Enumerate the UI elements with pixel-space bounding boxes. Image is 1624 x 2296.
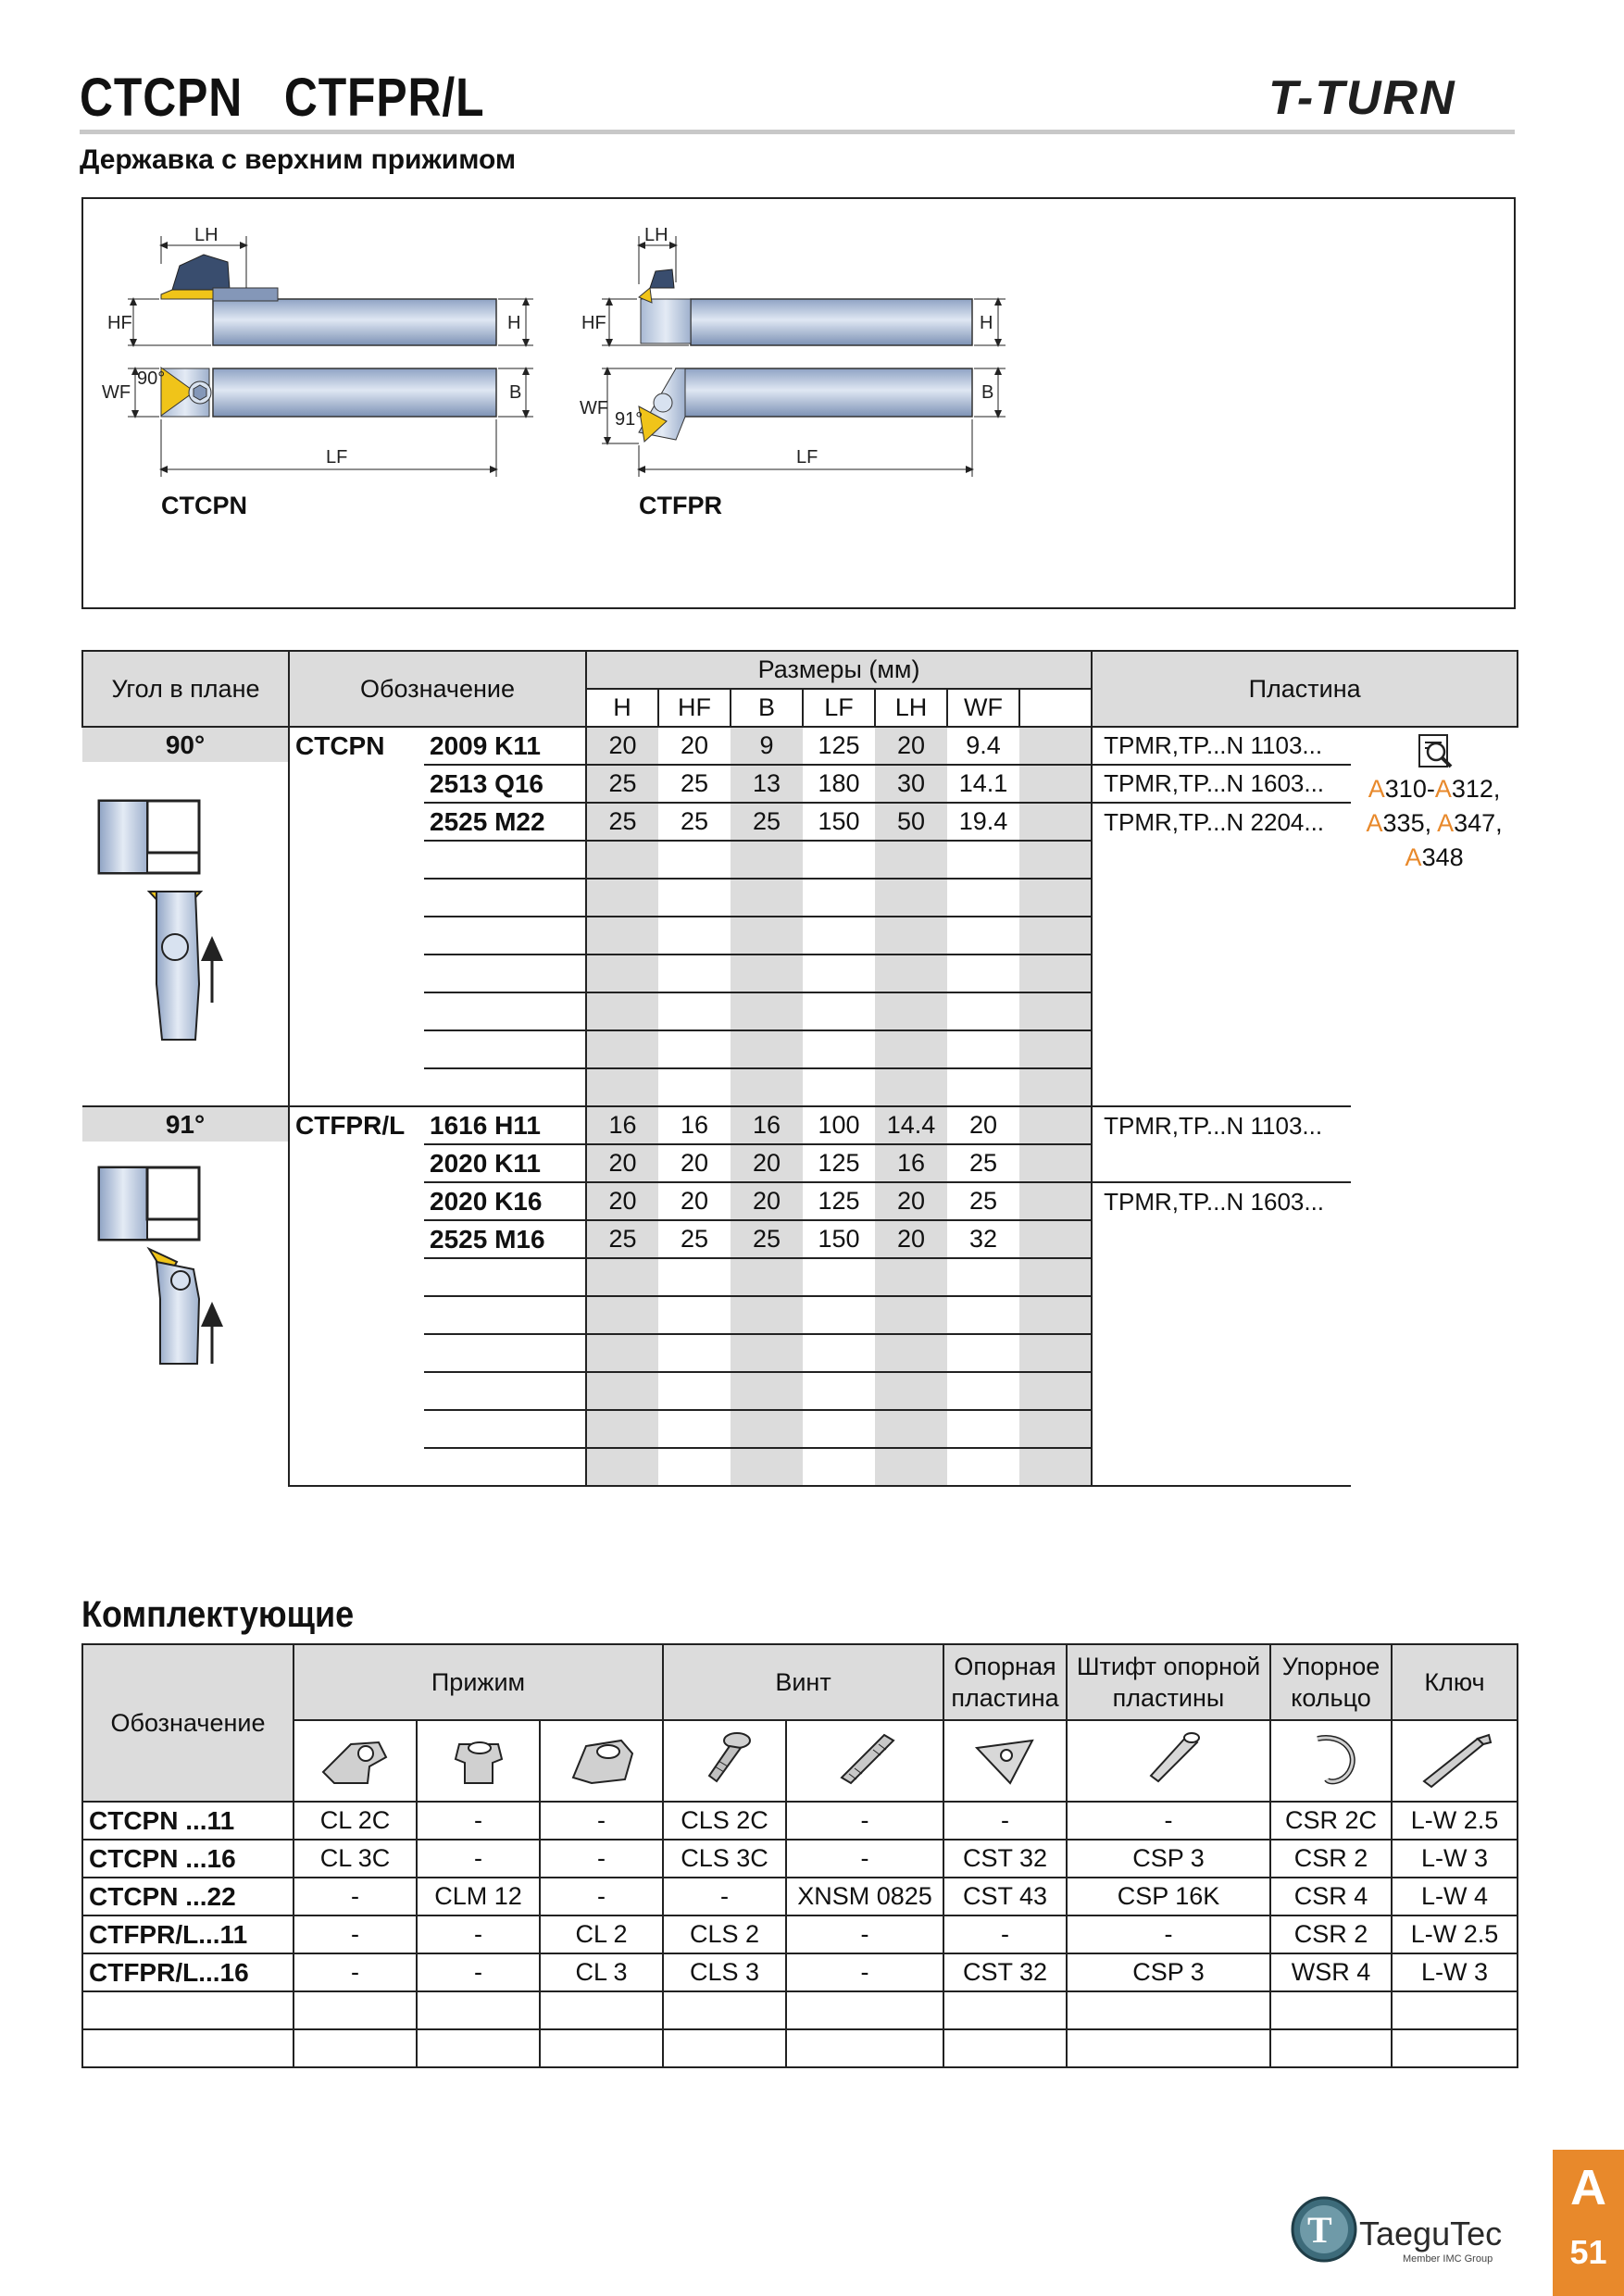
ref-letter: A [1437,809,1455,837]
t-turn-logo [1268,70,1456,126]
dim-hf-right: HF [581,313,606,333]
cell-lh: 50 [875,803,947,841]
acc-row-name: CTCPN ...16 [82,1840,294,1878]
cell-b: 20 [731,1182,803,1220]
accessories-title: Комплектующие [81,1594,355,1635]
svg-text:T: T [1307,2209,1332,2251]
family-ctcpn: CTCPN [295,731,385,760]
cell-hf: 25 [658,803,731,841]
cell-lf: 100 [803,1106,875,1144]
caption-ctfpr: CTFPR [639,492,722,519]
code-ctfpr-1616: 1616 H11 [424,1106,586,1144]
insert-cell: TPMR,TP...N 2204... [1104,807,1325,836]
cell-lh: 20 [875,727,947,765]
insert-cell: TPMR,TP...N 1103... [1092,727,1351,765]
cell-b: 25 [731,803,803,841]
cell-wf: 25 [947,1182,1019,1220]
dim-lh-left: LH [194,225,219,245]
ref-letter: A [1366,809,1383,837]
cell-h: 25 [586,803,658,841]
dim-lf-right: LF [796,447,818,468]
cell-wf: 32 [947,1220,1019,1258]
table-row: CTFPR/L...11 - - CL 2 CLS 2 - - - CSR 2 L-W 2.5 [82,1915,1518,1953]
catalog-reference [1351,727,1518,1106]
brand-name: TaeguTec [1359,2215,1503,2252]
page-title [80,67,484,129]
shim-pin-icon [1067,1720,1270,1802]
title-ctfpr: CTFPR/L [283,68,485,128]
magnifier-icon [1412,731,1456,770]
angle-group-90 [82,727,289,1106]
dim-lh-right: LH [644,225,668,245]
dim-hf-left: HF [107,313,132,333]
cell-h: 25 [586,1220,658,1258]
cell-h: 25 [586,765,658,803]
acc-header-key: Ключ [1392,1644,1518,1720]
tool-drawings [83,199,1518,611]
cell-lh: 30 [875,765,947,803]
code-ctfpr-2525: 2525 M16 [424,1220,586,1258]
acc-row-name: CTCPN ...11 [82,1802,294,1840]
clamp-icon [294,1720,417,1802]
table-row: CTFPR/L...16 - - CL 3 CLS 3 - CST 32 CSP 3 WSR 4 L-W 3 [82,1953,1518,1991]
cell-lf: 125 [803,727,875,765]
cell-lf: 125 [803,1182,875,1220]
header-dim-hf: HF [658,689,731,727]
dim-lf-left: LF [326,447,348,468]
cell-wf: 20 [947,1106,1019,1144]
cell-hf: 20 [658,1182,731,1220]
cell-hf: 16 [658,1106,731,1144]
header-designation: Обозначение [289,651,586,727]
acc-row-name: CTFPR/L...11 [82,1915,294,1953]
ctcpn-holder-icon [82,762,289,1077]
page-number: 51 [1569,2233,1607,2271]
acc-header-shim-pin: Штифт опорной пластины [1067,1644,1270,1720]
dim-b-left: B [509,382,522,403]
section-letter: A [1570,2160,1606,2215]
code-ctcpn-2525: 2525 M22 [424,803,586,841]
clamp-screw-icon [663,1720,786,1802]
acc-header-clamp: Прижим [294,1644,663,1720]
cell-lh: 20 [875,1220,947,1258]
cell-hf: 20 [658,1144,731,1182]
ctcpn-side-view [161,255,496,345]
header-angle: Угол в плане [82,651,289,727]
ref-letter: A [1434,775,1452,803]
ref-page: 312, [1451,775,1501,803]
angle-group-91 [82,1106,289,1486]
cell-b: 16 [731,1106,803,1144]
code-ctcpn-2513: 2513 Q16 [424,765,586,803]
header-dim-b: B [731,689,803,727]
table-row: CTCPN ...11 CL 2C - - CLS 2C - - - CSR 2C L-W 2.5 [82,1802,1518,1840]
acc-row-name: CTCPN ...22 [82,1878,294,1915]
acc-header-designation: Обозначение [82,1644,294,1802]
code-ctfpr-2020-k16: 2020 K16 [424,1182,586,1220]
dim-b-right: B [981,382,994,403]
title-divider [80,130,1515,134]
stop-ring-icon [1270,1720,1392,1802]
cell-lf: 125 [803,1144,875,1182]
hex-key-icon [1392,1720,1518,1802]
ctfpr-side-view [639,269,972,345]
dim-wf-left: WF [102,382,131,403]
cell-lf: 180 [803,765,875,803]
cell-b: 9 [731,727,803,765]
acc-row-name: CTFPR/L...16 [82,1953,294,1991]
ref-page: 335, [1382,809,1438,837]
cell-lf: 150 [803,803,875,841]
ref-page: 310- [1384,775,1435,803]
angle-value: 91° [82,1107,288,1142]
dim-h-left: H [507,313,521,333]
cell-hf: 25 [658,1220,731,1258]
insert-cell: TPMR,TP...N 1603... [1104,1187,1325,1216]
caption-ctcpn: CTCPN [161,492,247,519]
acc-header-shim: Опорная пластина [943,1644,1067,1720]
header-dim-lh: LH [875,689,947,727]
title-ctcpn: CTCPN [80,68,244,128]
insert-cell: TPMR,TP...N 1603... [1092,765,1351,803]
tool-dimension-table [81,650,1518,1487]
cell-hf: 20 [658,727,731,765]
page-subtitle: Державка с верхним прижимом [80,144,517,175]
dim-h-right: H [980,313,993,333]
angle-91-label: 91° [615,409,643,430]
table-row [82,2029,1518,2067]
tool-drawing-frame [81,197,1516,609]
brand-tagline: Member IMC Group [1403,2253,1493,2265]
cell-b: 13 [731,765,803,803]
table-row [82,1991,1518,2029]
header-dim-lf: LF [803,689,875,727]
insert-cell [1092,1144,1351,1182]
cell-lh: 20 [875,1182,947,1220]
clamp-icon [540,1720,663,1802]
header-insert: Пластина [1092,651,1518,727]
header-dim-h: H [586,689,658,727]
ref-page: 348 [1421,843,1464,871]
accessories-table [81,1643,1518,2068]
cell-wf: 14.1 [947,765,1019,803]
insert-cell: TPMR,TP...N 1103... [1092,1106,1351,1144]
cell-wf: 25 [947,1144,1019,1182]
code-ctcpn-2009: 2009 K11 [424,727,586,765]
cell-hf: 25 [658,765,731,803]
acc-header-screw: Винт [663,1644,943,1720]
code-ctfpr-2020-k11: 2020 K11 [424,1144,586,1182]
ctfpr-top-view [639,368,972,442]
cell-lh: 14.4 [875,1106,947,1144]
family-ctfpr: CTFPR/L [289,1106,424,1144]
ctcpn-top-view [161,368,496,417]
cell-lf: 150 [803,1220,875,1258]
dim-wf-right: WF [580,398,609,418]
header-dimensions: Размеры (мм) [586,651,1092,689]
shim-icon [943,1720,1067,1802]
ref-page: 347, [1454,809,1503,837]
ctfpr-holder-icon [82,1142,289,1447]
page-tab [1553,2150,1624,2296]
cell-b: 20 [731,1144,803,1182]
cell-h: 16 [586,1106,658,1144]
header-dim-wf: WF [947,689,1019,727]
cell-b: 25 [731,1220,803,1258]
cell-h: 20 [586,1144,658,1182]
angle-value: 90° [82,728,288,762]
cell-h: 20 [586,727,658,765]
cell-wf: 19.4 [947,803,1019,841]
cell-wf: 9.4 [947,727,1019,765]
clamp-icon [417,1720,540,1802]
insert-cell [1092,1220,1351,1258]
cell-lh: 16 [875,1144,947,1182]
cell-h: 20 [586,1182,658,1220]
angle-90-label: 90° [137,368,166,389]
table-row: CTCPN ...22 - CLM 12 - - XNSM 0825 CST 43 CSP 16K CSR 4 L-W 4 [82,1878,1518,1915]
ref-letter: A [1368,775,1385,803]
t-turn-logo-text: T-TURN [1268,71,1456,125]
table-row: CTCPN ...16 CL 3C - - CLS 3C - CST 32 CSP 3 CSR 2 L-W 3 [82,1840,1518,1878]
ref-letter: A [1405,843,1422,871]
double-screw-icon [786,1720,943,1802]
acc-header-stop-ring: Упорное кольцо [1270,1644,1392,1720]
